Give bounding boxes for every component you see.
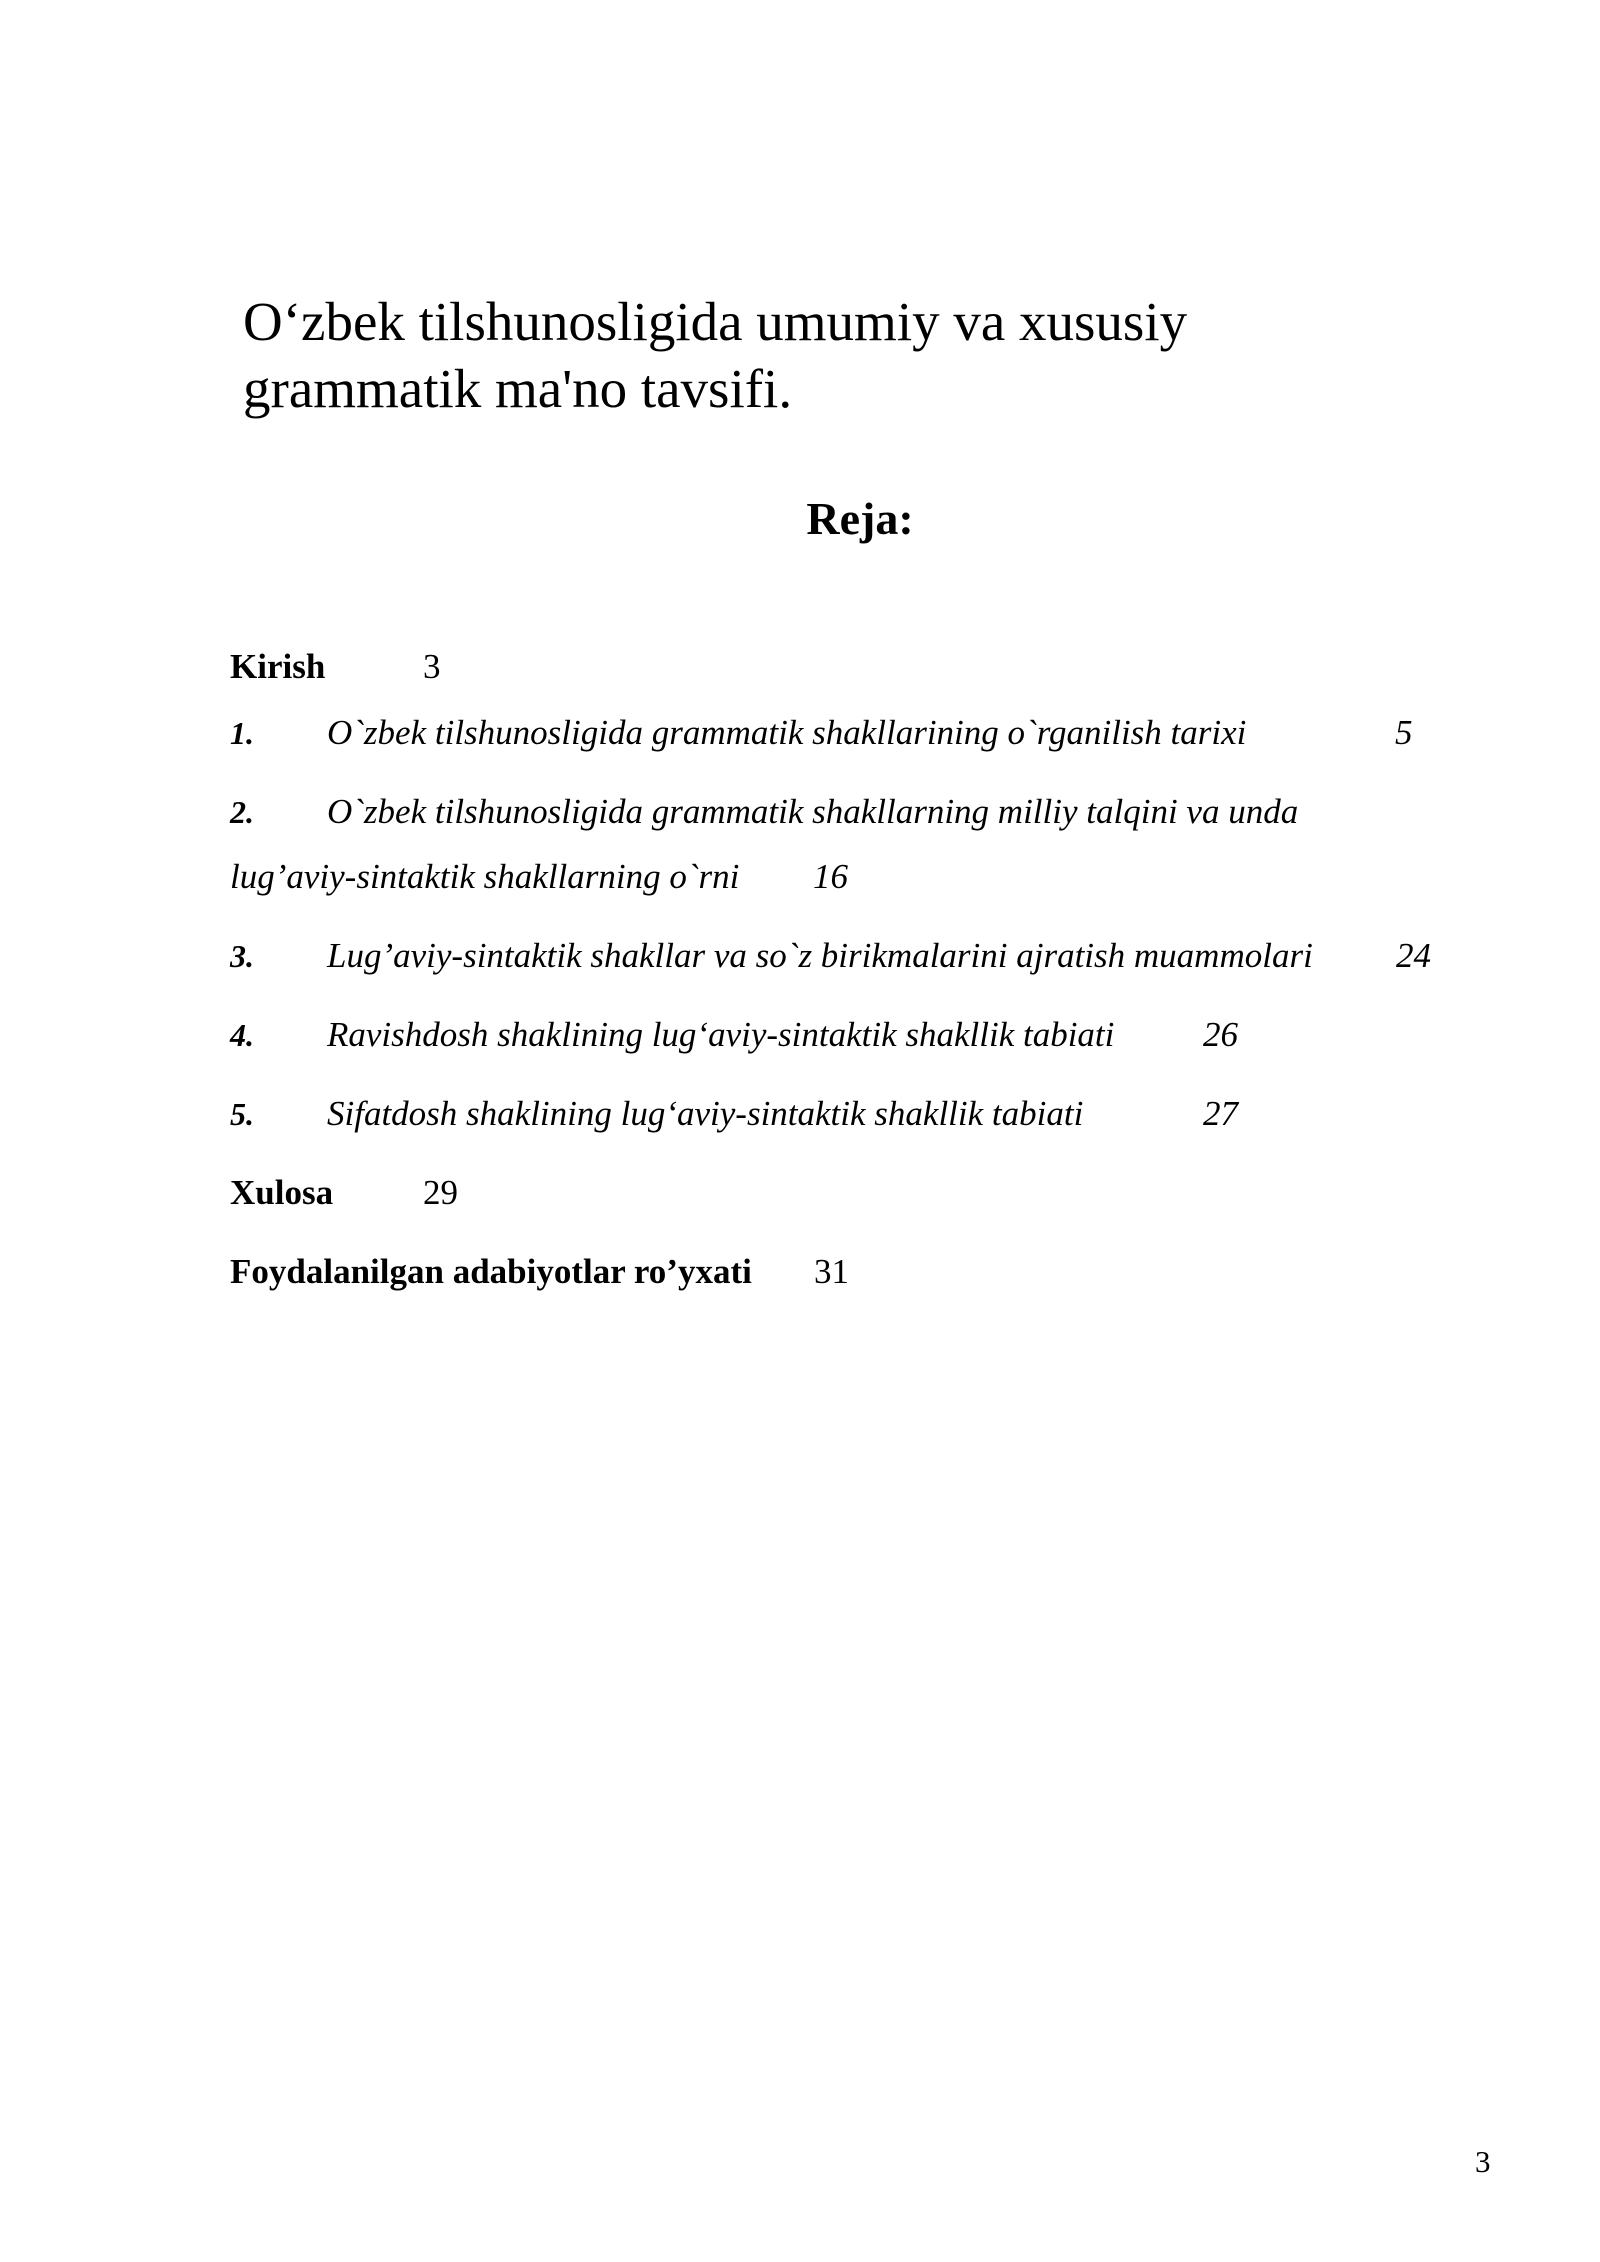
toc-item-number: 4. (230, 1017, 254, 1053)
toc-item-3 (230, 934, 1313, 978)
toc-references-page: 31 (814, 1252, 849, 1291)
toc-item-text: O`zbek tilshunosligida grammatik shakllarning milliy talqini va unda (327, 792, 1299, 831)
document-title: O‘zbek tilshunosligida umumiy va xususiy grammatik ma'no tavsifi. (243, 291, 1188, 419)
toc-item-5 (230, 1092, 1083, 1136)
toc-intro-page: 3 (423, 647, 441, 686)
toc-item-2-continuation (230, 855, 739, 899)
toc-conclusion-label: Xulosa (230, 1173, 334, 1212)
toc-item-2 (230, 790, 1298, 834)
toc-references (230, 1250, 752, 1294)
toc-item-number: 1. (230, 715, 254, 751)
toc-item-page: 26 (1203, 1015, 1238, 1054)
toc-item-page: 16 (813, 857, 848, 896)
toc-item-1 (230, 711, 1246, 755)
toc-conclusion-page: 29 (423, 1173, 458, 1212)
toc-item-text-cont: lug’aviy-sintaktik shakllarning o`rni (230, 857, 740, 896)
toc-item-number: 2. (230, 794, 254, 830)
toc-item-text: O`zbek tilshunosligida grammatik shakllarining o`rganilish tarixi (327, 713, 1247, 752)
toc-item-4 (230, 1013, 1114, 1057)
toc-intro-label: Kirish (230, 647, 326, 686)
toc-item-page: 24 (1396, 936, 1431, 975)
toc-references-label: Foydalanilgan adabiyotlar ro’yxati (230, 1252, 752, 1291)
toc-item-page: 5 (1395, 713, 1413, 752)
toc-item-number: 3. (230, 938, 254, 974)
toc-intro (230, 645, 325, 689)
toc-item-page: 27 (1203, 1094, 1238, 1133)
toc-item-text: Ravishdosh shaklining lug‘aviy-sintaktik shakllik tabiati (327, 1015, 1115, 1054)
toc-item-number: 5. (230, 1096, 254, 1132)
toc-item-text: Sifatdosh shaklining lug‘aviy-sintaktik shakllik tabiati (327, 1094, 1084, 1133)
footer-page-number: 3 (1475, 2144, 1491, 2179)
toc-item-text: Lug’aviy-sintaktik shakllar va so`z birikmalarini ajratish muammolari (327, 936, 1313, 975)
plan-heading: Reja: (806, 493, 914, 544)
toc-conclusion (230, 1171, 333, 1215)
